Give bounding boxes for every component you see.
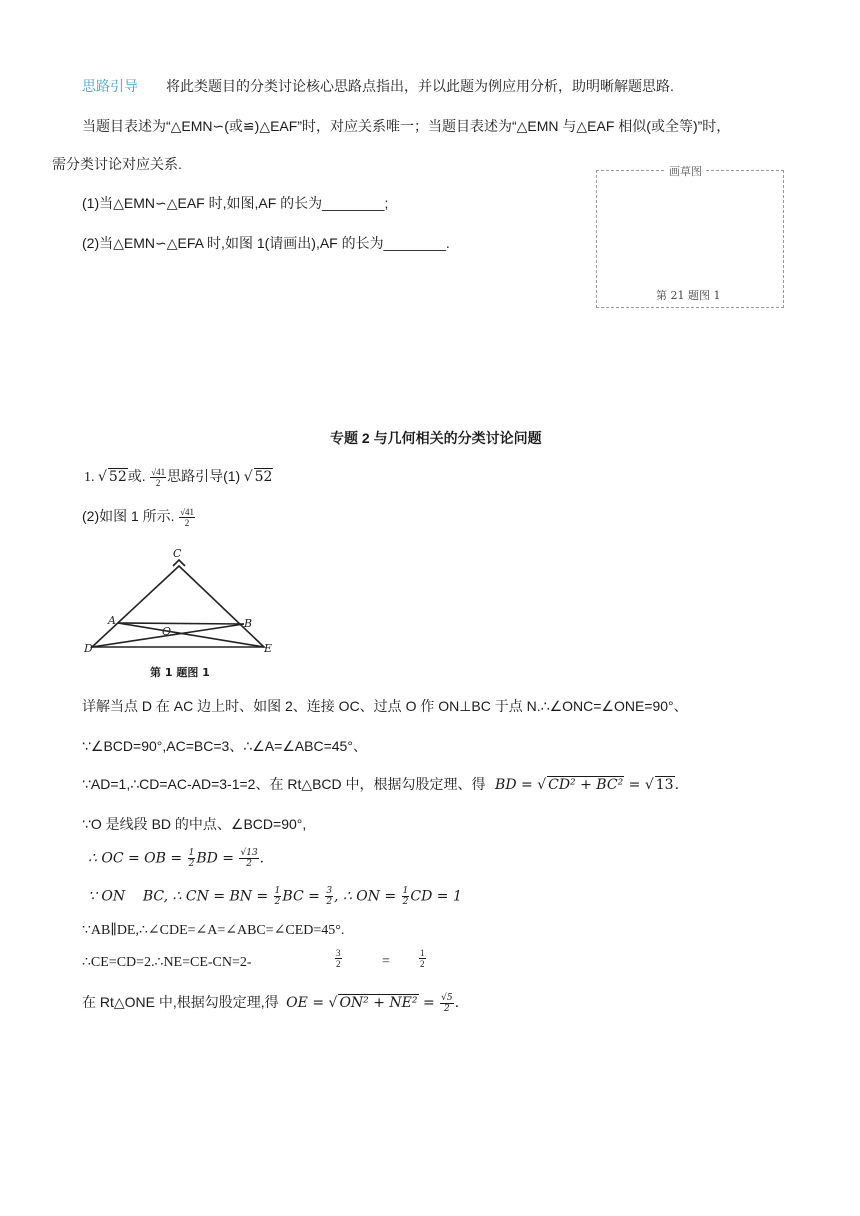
geometry-figure xyxy=(84,546,284,681)
label-b: B xyxy=(244,617,253,630)
question-1: (1)当△EMN∽△EAF 时,如图,AF 的长为________; xyxy=(82,195,389,211)
guide-tag: 思路引导 xyxy=(82,78,138,94)
label-o: O xyxy=(162,625,172,638)
answer-guide: 思路引导(1) xyxy=(167,468,241,484)
sketch-caption: 第 21 题图 1 xyxy=(656,289,721,302)
label-c: C xyxy=(173,547,182,560)
answer-part-2: (2)如图 1 所示. xyxy=(82,508,175,524)
intro-paragraph-line2: 需分类讨论对应关系. xyxy=(52,156,182,172)
answer-or: 或. xyxy=(127,468,146,484)
detail-line-8: ∴CE=CD=2.∴NE=CE-CN=2- $\frac{3}{2}$ = $\frac{1}{2}$ xyxy=(82,948,425,970)
answer-line-2 xyxy=(82,506,196,528)
triangle-cde xyxy=(92,566,264,647)
sketch-title: 画草图 xyxy=(666,163,705,179)
label-e: E xyxy=(264,642,273,655)
answer-number: 1. xyxy=(84,470,95,485)
intro-paragraph-line1: 当题目表述为“△EMN∽(或≌)△EAF”时，对应关系唯一；当题目表述为“△EMN 与△EAF 相似(或全等)”时， xyxy=(82,118,731,134)
detail-line-4: ∵O 是线段 BD 的中点、∠BCD=90°, xyxy=(82,816,307,832)
segment-ab xyxy=(118,623,244,624)
detail-line-1: 详解当点 D 在 AC 边上时、如图 2、连接 OC、过点 O 作 ON⊥BC 于点 N.∴∠ONC=∠ONE=90°、 xyxy=(82,698,688,714)
detail-line-2: ∵∠BCD=90°,AC=BC=3、∴∠A=∠ABC=45°、 xyxy=(82,738,367,754)
answer-line-1: 1. √ 52或. $\frac{√41}{2}$ 思路引导(1) √ 52 xyxy=(84,467,273,489)
detail-line-9: 在 Rt△ONE 中,根据勾股定理,得 OE = √ ON² + NE² = $\frac{√5}{2}$ . xyxy=(82,992,460,1014)
question-2: (2)当△EMN∽△EFA 时,如图 1(请画出),AF 的长为________. xyxy=(82,235,450,251)
figure-caption: 第 1 题图 1 xyxy=(150,666,210,679)
sqrt-value: 52 xyxy=(254,469,273,485)
label-a: A xyxy=(108,614,116,627)
detail-line-3: ∵AD=1,∴CD=AC-AD=3-1=2、在 Rt△BCD 中，根据勾股定理、得 BD = √ CD² + BC² = √ 13. xyxy=(82,776,680,793)
sqrt-value: 52 xyxy=(108,469,127,485)
detail-line-5: ∴ OC = OB = $\frac{1}{2}$ BD = $\frac{√13}{2}$ . xyxy=(88,848,265,869)
fraction: $\frac{√41}{2}$ xyxy=(180,507,195,529)
fraction: $\frac{√41}{2}$ xyxy=(151,467,166,489)
guide-text: 将此类题目的分类讨论核心思路点指出，并以此题为例应用分析，助明晰解题思路. xyxy=(166,78,674,94)
section-heading: 专题 2 与几何相关的分类讨论问题 xyxy=(330,430,542,446)
label-d: D xyxy=(84,642,93,655)
detail-line-7: ∵AB∥DE,∴∠CDE=∠A=∠ABC=∠CED=45°. xyxy=(82,923,345,938)
detail-line-6: ∵ ON BC, ∴ CN = BN = $\frac{1}{2}$ BC = $\frac{3}{2}$ , ∴ ON = $\frac{1}{2}$ CD = 1 xyxy=(88,886,462,907)
